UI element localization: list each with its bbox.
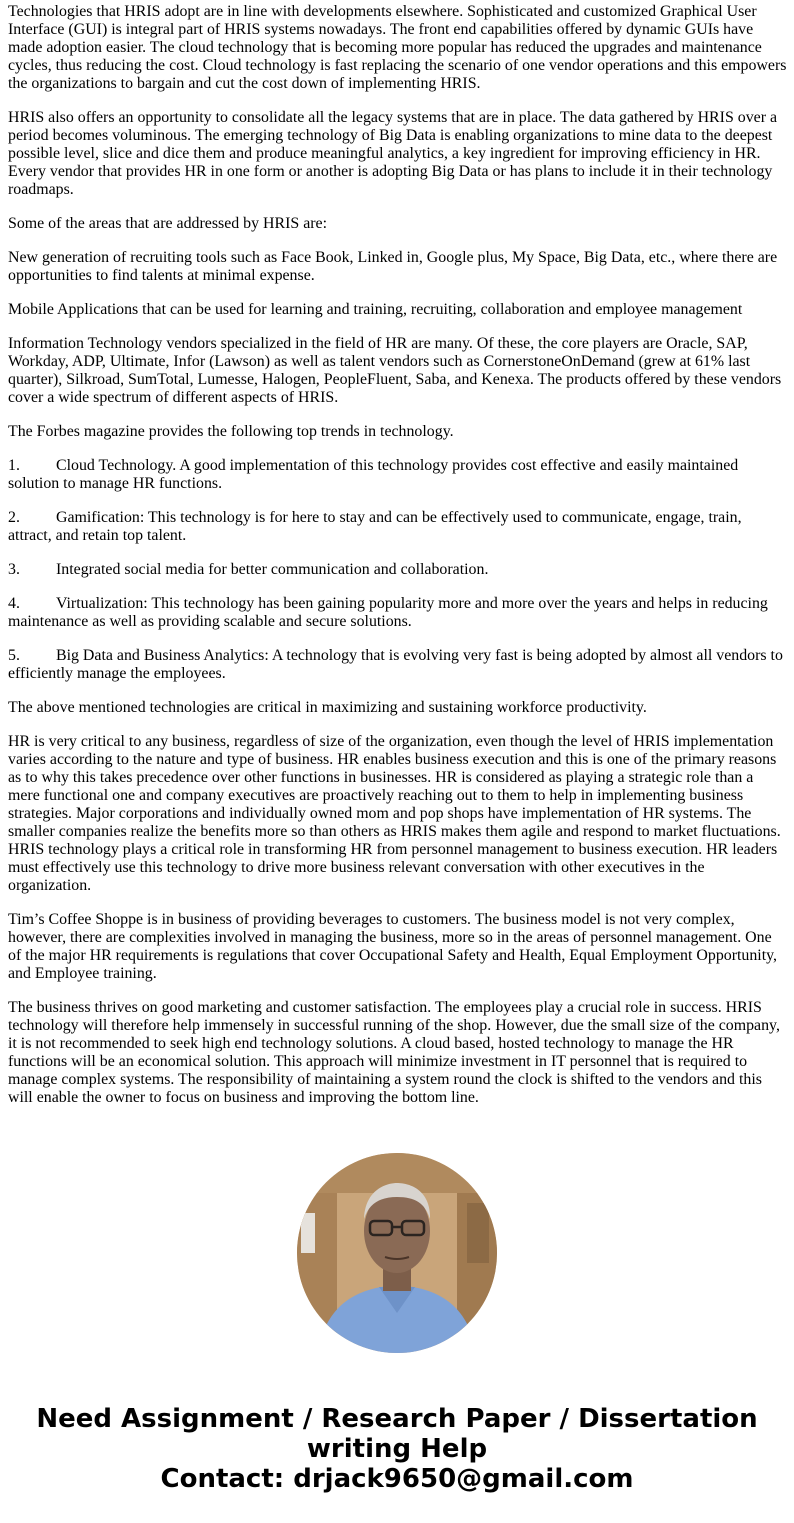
list-text: Cloud Technology. A good implementation of this technology provides cost effective and easily maintained solution to manage HR functions. <box>8 457 739 492</box>
list-item <box>8 647 788 683</box>
cta-contact-email: Contact: drjack9650@gmail.com <box>160 1464 634 1494</box>
paragraph: The business thrives on good marketing and customer satisfaction. The employees play a crucial role in success. HRIS technology will therefore help immensely in successful running of the shop. However, due the small size of the company, it is not recommended to seek high end technology solutions. A cloud based, hosted technology to manage the HR functions will be an economical solution. This approach will minimize investment in IT personnel that is required to manage complex systems. The responsibility of maintaining a system round the clock is shifted to the vendors and this will enable the owner to focus on business and improving the bottom line. <box>8 999 780 1106</box>
list-text: Big Data and Business Analytics: A technology that is evolving very fast is being adopted by almost all vendors to efficiently manage the employees. <box>8 647 783 682</box>
contact-banner <box>0 1404 794 1494</box>
list-text: Virtualization: This technology has been gaining popularity more and more over the years and helps in reducing maintenance as well as providing scalable and secure solutions. <box>8 595 768 630</box>
paragraph: HR is very critical to any business, regardless of size of the organization, even though the level of HRIS implementation varies according to the nature and type of business. HR enables business execution and this is one of the primary reasons as to why this takes precedence over other functions in businesses. HR is considered as playing a strategic role than a mere functional one and company executives are proactively reaching out to them to help in implementing business strategies. Major corporations and individually owned mom and pop shops have implementation of HR systems. The smaller companies realize the benefits more so than others as HRIS makes them agile and respond to market fluctuations. HRIS technology plays a critical role in transforming HR from personnel management to business execution. HR leaders must effectively use this technology to drive more business relevant conversation with other executives in the organization. <box>8 733 781 894</box>
list-number: 3. <box>8 561 20 578</box>
article-body <box>8 3 788 1123</box>
paragraph: The Forbes magazine provides the following top trends in technology. <box>8 423 454 440</box>
list-item <box>8 595 788 631</box>
list-item <box>8 457 788 493</box>
paragraph: HRIS also offers an opportunity to consolidate all the legacy systems that are in place. The data gathered by HRIS over a period becomes voluminous. The emerging technology of Big Data is enabling organizations to mine data to the deepest possible level, slice and dice them and produce meaningful analytics, a key ingredient for improving efficiency in HR. Every vendor that provides HR in one form or another is adopting Big Data or has plans to include it in their technology roadmaps. <box>8 109 778 198</box>
person-photo-icon <box>297 1153 497 1353</box>
list-number: 4. <box>8 595 20 612</box>
paragraph: Some of the areas that are addressed by HRIS are: <box>8 215 328 232</box>
list-item <box>8 509 788 545</box>
list-item <box>8 561 788 579</box>
list-number: 2. <box>8 509 20 526</box>
cta-line-2: writing Help <box>306 1434 488 1464</box>
list-number: 1. <box>8 457 20 474</box>
paragraph: Mobile Applications that can be used for learning and training, recruiting, collaboration and employee management <box>8 301 743 318</box>
paragraph: Information Technology vendors specialized in the field of HR are many. Of these, the core players are Oracle, SAP, Workday, ADP, Ultimate, Infor (Lawson) as well as talent vendors such as CornerstoneOnDemand (grew at 61% last quarter), Silkroad, SumTotal, Lumesse, Halogen, PeopleFluent, Saba, and Kenexa. The products offered by these vendors cover a wide spectrum of different aspects of HRIS. <box>8 335 782 406</box>
list-text: Gamification: This technology is for here to stay and can be effectively used to communicate, engage, train, attract, and retain top talent. <box>8 509 742 544</box>
paragraph: The above mentioned technologies are critical in maximizing and sustaining workforce productivity. <box>8 699 647 716</box>
list-text: Integrated social media for better communication and collaboration. <box>56 561 489 578</box>
cta-line-1: Need Assignment / Research Paper / Dissertation <box>36 1404 758 1434</box>
list-number: 5. <box>8 647 20 664</box>
paragraph: Tim’s Coffee Shoppe is in business of providing beverages to customers. The business model is not very complex, however, there are complexities involved in managing the business, more so in the areas of personnel management. One of the major HR requirements is regulations that cover Occupational Safety and Health, Equal Employment Opportunity, and Employee training. <box>8 911 778 982</box>
paragraph: Technologies that HRIS adopt are in line with developments elsewhere. Sophisticated and customized Graphical User Interface (GUI) is integral part of HRIS systems nowadays. The front end capabilities offered by dynamic GUIs have made adoption easier. The cloud technology that is becoming more popular has reduced the upgrades and maintenance cycles, thus reducing the cost. Cloud technology is fast replacing the scenario of one vendor operations and this empowers the organizations to bargain and cut the cost down of implementing HRIS. <box>8 3 787 92</box>
author-avatar <box>297 1153 497 1353</box>
paragraph: New generation of recruiting tools such as Face Book, Linked in, Google plus, My Space, Big Data, etc., where there are opportunities to find talents at minimal expense. <box>8 249 778 284</box>
